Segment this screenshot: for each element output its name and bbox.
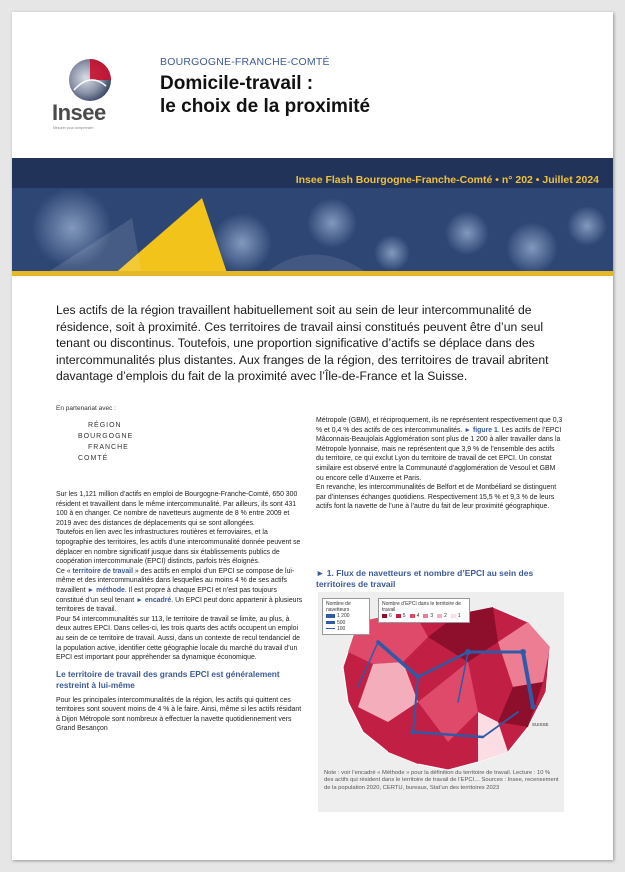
legend-swatch bbox=[382, 614, 387, 618]
publication-series: Insee Flash Bourgogne-Franche-Comté • n° 202 • Juillet 2024 bbox=[295, 174, 599, 186]
city-node bbox=[520, 649, 526, 655]
legend-label: 500 bbox=[337, 619, 346, 626]
text-run: . Un EPCI peut donc appartenir à plusieurs territoires de travail. bbox=[56, 596, 303, 614]
lead-paragraph: Les actifs de la région travaillent habituellement soit au sein de leur intercommunalité de résidence, soit à proximité. Ces territoires de travail ainsi constitués peuvent être d’un seul tenant ou discontinus. Toutefois, une proportion significative d’actifs se déplace dans des intercommunalités plus distantes. Aux franges de la région, des territoires de travail abritent davantage d’emplois du fait de la proximité avec l’Île-de-France et la Suisse. bbox=[56, 303, 549, 384]
text-run: . Il est propre à chaque EPCI et n’est pas toujours constitué d’un seul tenant bbox=[56, 586, 277, 604]
legend-label: 5 bbox=[402, 613, 406, 620]
text-run: » des actifs en emploi d’un EPCI se compose de lui-même et des intercommunalités dans lesquelles au moins 4 % de ses actifs travaillent bbox=[56, 567, 295, 594]
map-label-suisse: SUISSE bbox=[532, 722, 549, 727]
partner-line: BOURGOGNE bbox=[78, 433, 134, 440]
legend-entry bbox=[326, 626, 366, 632]
encadre-link[interactable]: ► encadré bbox=[136, 596, 172, 604]
legend-label: 1 200 bbox=[337, 613, 350, 620]
body-paragraph: Toutefois en lien avec les infrastructures routières et ferroviaires, et la topographie des territoires, les actifs d’une intercommunalité donnée peuvent se déplacer en nombre significatif jusque dans six établissements publics de coopération intercommunale (EPCI) distincts, parfois très éloignés. bbox=[56, 529, 301, 566]
city-node bbox=[531, 705, 536, 710]
body-paragraph: Sur les 1,121 million d’actifs en emploi de Bourgogne-Franche-Comté, 650 300 résident et travaillent dans le même intercommunalité. Par ailleurs, ils sont 431 100 à en changer. Ce nombre de navetteurs augmente de 8 % entre 2009 et 2019 avec des distances de déplacements qui se sont allongées. bbox=[56, 491, 298, 527]
banner bbox=[12, 158, 613, 276]
legend-label: 1 bbox=[457, 613, 461, 620]
legend-entry bbox=[396, 613, 406, 619]
legend-swatch bbox=[423, 614, 428, 618]
body-paragraph bbox=[316, 416, 564, 483]
legend-label: 4 bbox=[416, 613, 420, 620]
logo-wordmark: Insee bbox=[52, 100, 106, 125]
insee-logo-icon bbox=[60, 56, 120, 102]
legend-title: Nombre de navetteurs bbox=[326, 601, 351, 614]
body-paragraph: Pour 54 intercommunalités sur 113, le territoire de travail se limite, au plus, à deux autres EPCI. Dans celles-ci, les trois quarts des actifs occupent un emploi au sein de ce territoire de travail. Aussi, dans un contexte de recul tendanciel de la population active, identifier cette géographie locale du marché du travail d’un EPCI est important pour appréhender sa dynamique économique. bbox=[56, 615, 300, 662]
logo-tagline: Mesurer pour comprendre bbox=[53, 126, 94, 130]
legend-epci-count bbox=[378, 598, 470, 623]
partner-line: COMTÉ bbox=[78, 455, 109, 462]
body-paragraph: En revanche, les intercommunalités de Belfort et de Montbéliard se distinguent par d’intenses échanges quotidiens. Respectivement 15,5 % et 9,3 % de leurs actifs font la navette de l’une à l’autre du fait de leur proximité géographique. bbox=[316, 484, 557, 511]
text-run: Métropole (GBM), et réciproquement, ils ne représentent respectivement que 0,3 % et 0,4 % des actifs de ces intercommunalités. bbox=[316, 417, 563, 434]
section-subheading: Le territoire de travail des grands EPCI est généralement restreint à lui-même bbox=[56, 668, 280, 690]
legend-entry bbox=[437, 613, 447, 619]
title-line-1: Domicile-travail : bbox=[160, 73, 314, 94]
text-run: . Les actifs de l’EPCI Mâconnais-Beaujolais Agglomération sont plus de 1 200 à aller travailler dans la Métropole lyonnaise, mais ne représentent que 3,9 % de l’ensemble des actifs du territoire, ce qui exclut Lyon du territoire de travail de cet EPCI. Un constat similaire est observé entre la Communauté d’agglomération de Vesoul et GBM ou encore celle d’Auxerre et Paris. bbox=[316, 426, 562, 482]
legend-title: Nombre d’EPCI dans le territoire de travail bbox=[382, 601, 461, 614]
partner-line: RÉGION bbox=[88, 422, 122, 429]
page-title bbox=[160, 72, 580, 118]
title-line-2: le choix de la proximité bbox=[160, 96, 371, 117]
methode-link[interactable]: ► méthode bbox=[87, 586, 125, 594]
figure-caption: Note : voir l’encadré « Méthode » pour la définition du territoire de travail. Lecture : 10 % des actifs qui résident dans le territoire de travail de l’EPCI… Sources : Insee, recensement de la population 2020, CERTU, bureaux, Stat’un des territoires 2023 bbox=[324, 770, 559, 791]
insee-logo bbox=[52, 56, 128, 136]
legend-label: 100 bbox=[337, 625, 346, 632]
body-paragraph bbox=[56, 567, 303, 615]
partner-line: FRANCHE bbox=[88, 444, 129, 451]
body-paragraph: Pour les principales intercommunalités de la région, les actifs qui quittent ces territoires sont souvent moins de 4 % à le faire. Ainsi, même si les actifs résidant à Dijon Métropole sont nombreux à effectuer la navette quotidiennement vers Grand Besançon bbox=[56, 696, 302, 733]
left-column bbox=[56, 490, 303, 734]
legend-entry bbox=[410, 613, 420, 619]
territoire-de-travail-link[interactable]: territoire de travail bbox=[72, 567, 133, 575]
legend-entry bbox=[423, 613, 433, 619]
legend-flows bbox=[322, 598, 370, 635]
legend-label: 2 bbox=[444, 613, 447, 620]
region-kicker: BOURGOGNE-FRANCHE-COMTÉ bbox=[160, 56, 330, 68]
legend-entry bbox=[451, 613, 461, 619]
figure-title: ► 1. Flux de navetteurs et nombre d’EPCI au sein des territoires de travail bbox=[316, 568, 534, 589]
legend-label: 3 bbox=[430, 613, 434, 620]
figure-1-link[interactable]: ► figure 1 bbox=[464, 426, 498, 434]
partner-label: En partenariat avec : bbox=[56, 405, 116, 412]
legend-swatch bbox=[437, 614, 442, 618]
legend-entry bbox=[382, 613, 392, 619]
legend-swatch bbox=[410, 614, 415, 618]
text-run: Ce « bbox=[56, 567, 73, 575]
partner-logo bbox=[78, 420, 133, 464]
city-node bbox=[465, 649, 471, 655]
legend-swatch bbox=[451, 614, 456, 618]
legend-label: 6 bbox=[389, 613, 392, 620]
city-node bbox=[416, 675, 421, 680]
document-page bbox=[12, 12, 613, 860]
legend-swatch bbox=[396, 614, 401, 618]
city-node bbox=[411, 730, 416, 735]
legend-entries bbox=[382, 613, 466, 619]
banner-divider bbox=[12, 271, 613, 276]
right-column bbox=[316, 416, 564, 512]
